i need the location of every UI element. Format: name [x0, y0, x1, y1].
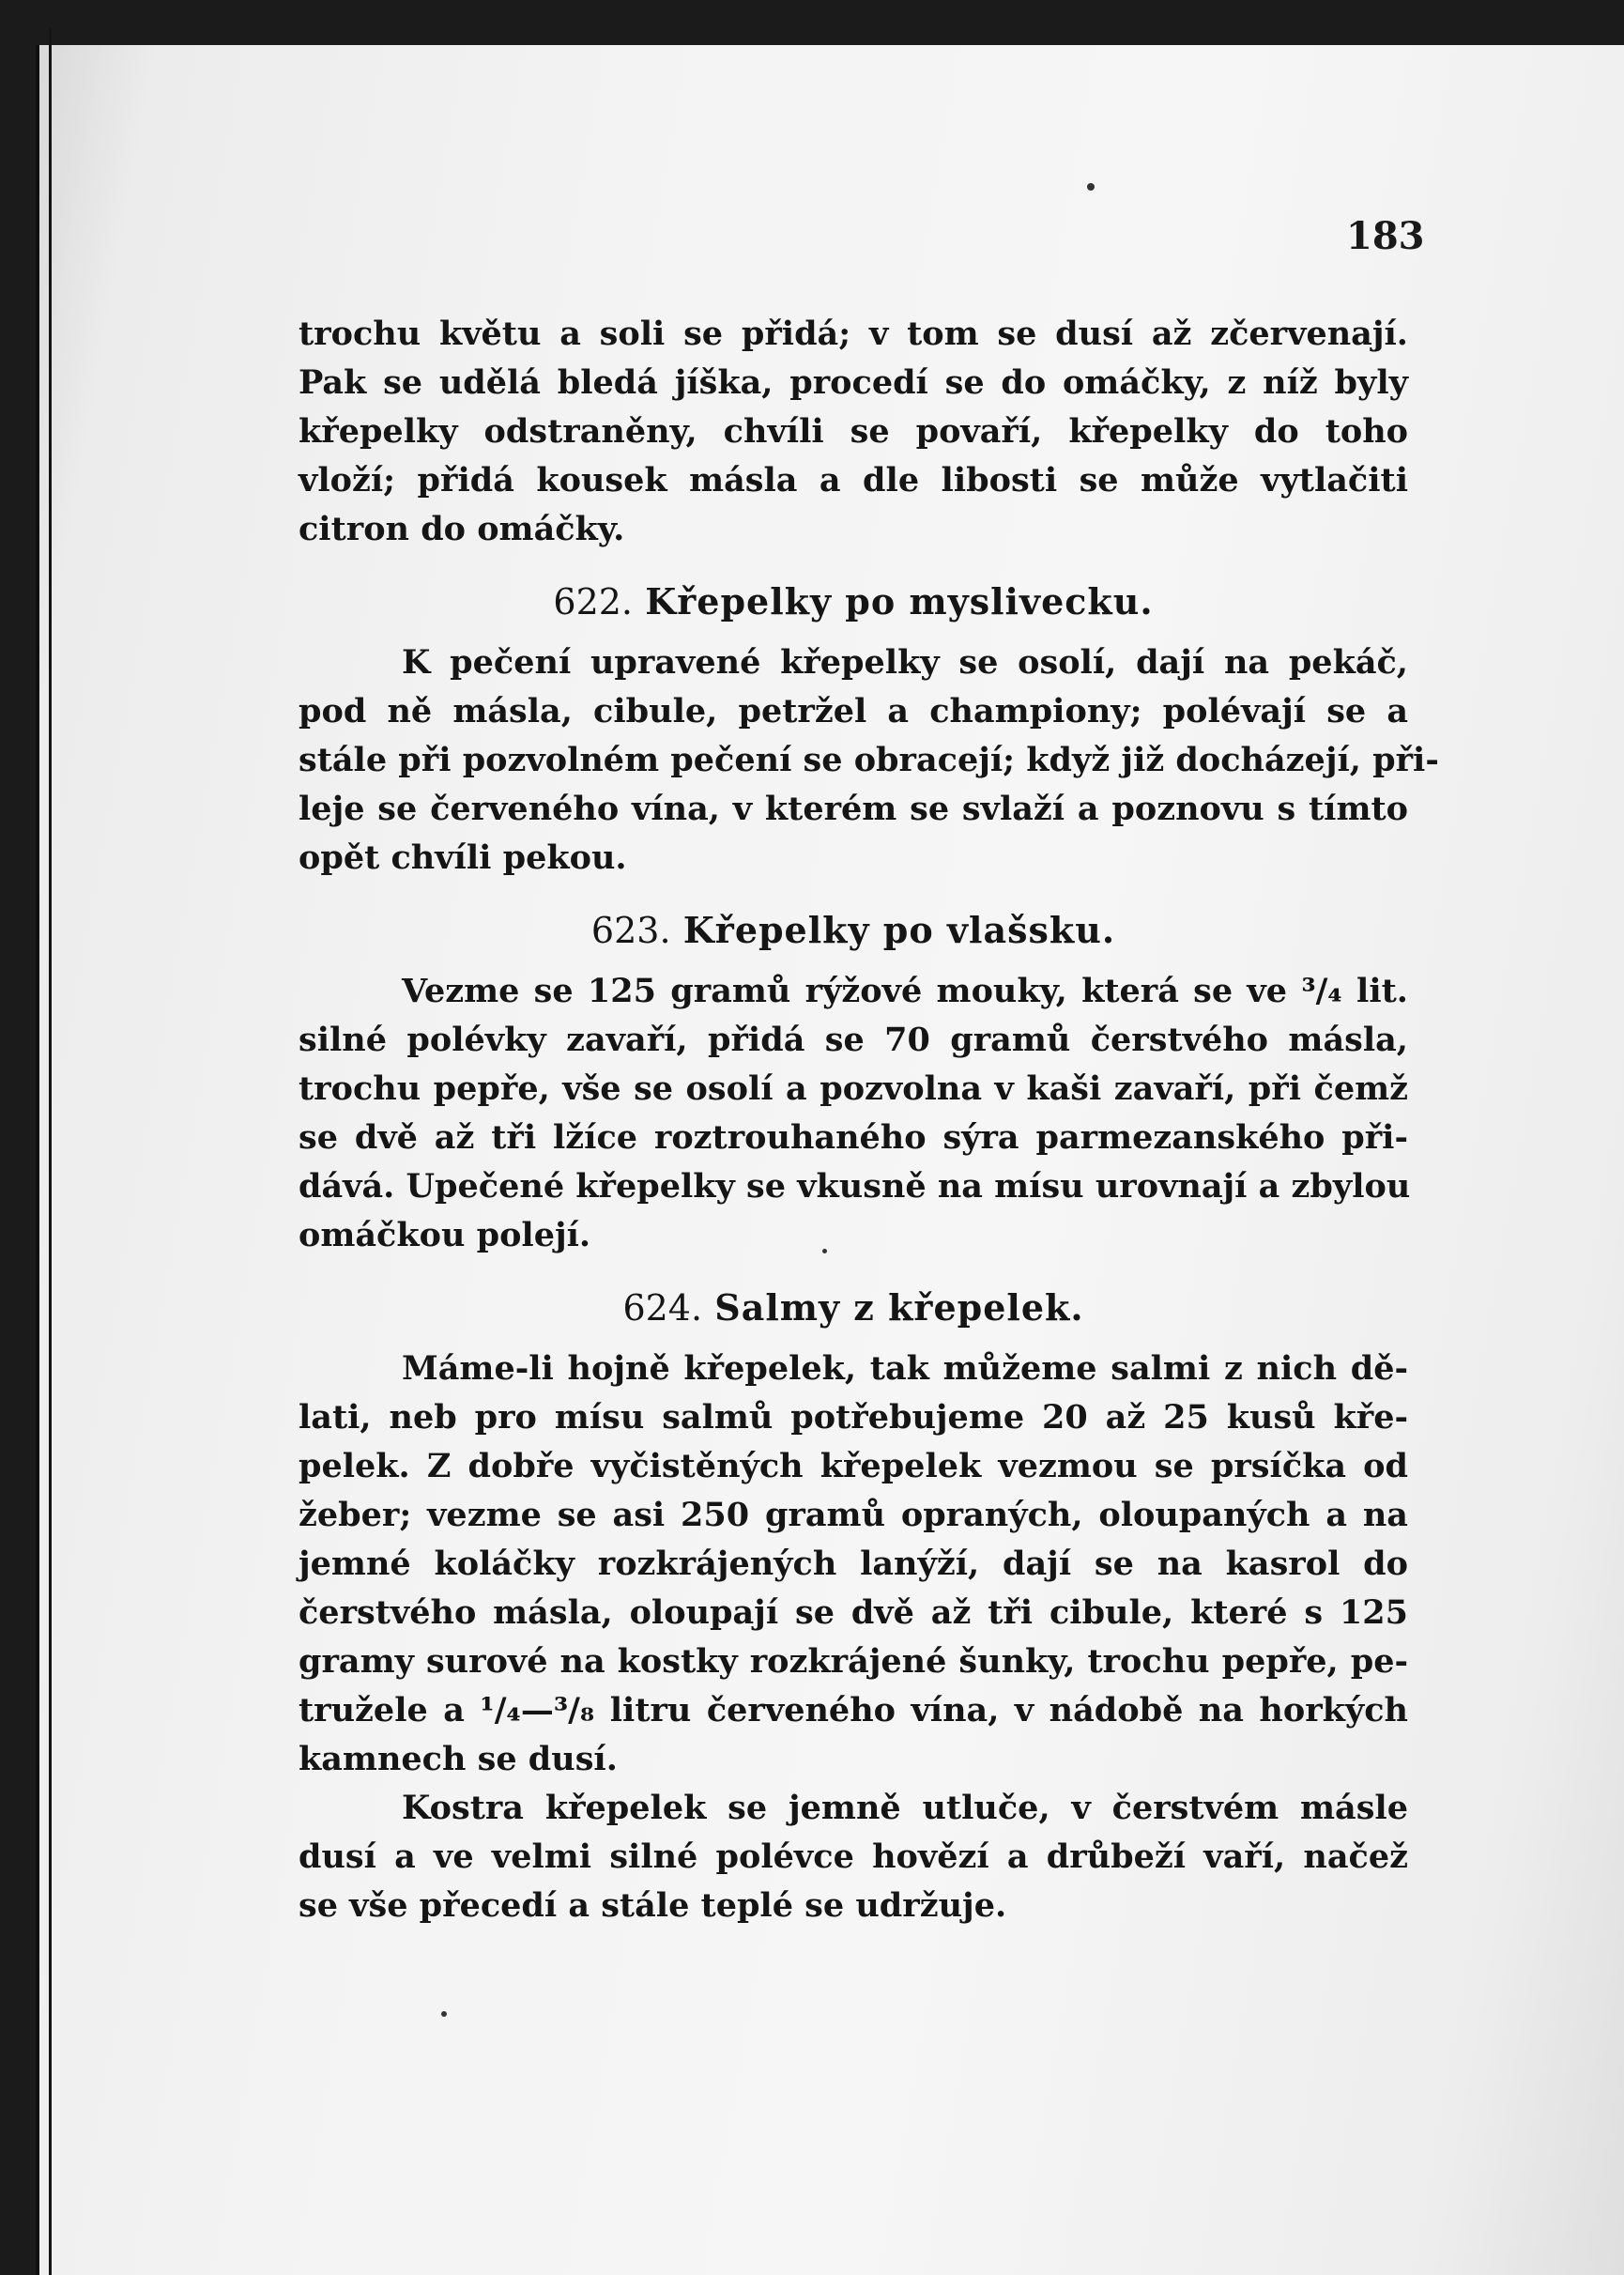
text-line: vloží; přidá kousek másla a dle libosti se může vytlačiti — [299, 461, 1408, 500]
recipe-heading-624 — [299, 1277, 1408, 1339]
text-line: Pak se udělá bledá jíška, procedí se do omáčky, z níž byly — [299, 363, 1408, 402]
print-speck — [441, 2011, 447, 2017]
recipe-title: Salmy z křepelek. — [714, 1286, 1084, 1329]
text-line: Máme-li hojně křepelek, tak můžeme salmi z nich dě- — [402, 1349, 1408, 1388]
continuation-paragraph — [299, 310, 1408, 554]
gutter-line — [49, 28, 52, 2275]
text-line: lati, neb pro mísu salmů potřebujeme 20 až 25 kusů kře- — [299, 1398, 1408, 1437]
text-line: omáčkou polejí. — [299, 1216, 591, 1254]
page-text — [299, 310, 1439, 1930]
print-speck — [1087, 183, 1095, 191]
text-line: kamnech se dusí. — [299, 1740, 618, 1778]
text-line: stále při pozvolném pečení se obracejí; když již docházejí, při- — [299, 741, 1439, 779]
text-line: citron do omáčky. — [299, 510, 625, 548]
text-line: tružele a ¹/₄—³/₈ litru červeného vína, v nádobě na horkých — [299, 1691, 1408, 1729]
text-line: se vše přecedí a stále teplé se udržuje. — [299, 1886, 1007, 1925]
recipe-body-624 — [299, 1345, 1408, 1930]
text-line: křepelky odstraněny, chvíli se povaří, křepelky do toho — [299, 412, 1408, 451]
text-line: trochu květu a soli se přidá; v tom se dusí až zčervenají. — [299, 315, 1408, 353]
text-line: jemné koláčky rozkrájených lanýží, dají se na kasrol do — [299, 1545, 1408, 1583]
text-line: dává. Upečené křepelky se vkusně na mísu urovnají a zbylou — [299, 1167, 1411, 1206]
text-line: pelek. Z dobře vyčistěných křepelek vezmou se prsíčka od — [299, 1447, 1408, 1485]
text-line: dusí a ve velmi silné polévce hovězí a drůbeží vaří, načež — [299, 1837, 1408, 1876]
text-line: žeber; vezme se asi 250 gramů opraných, oloupaných a na — [299, 1496, 1408, 1534]
text-line: opět chvíli pekou. — [299, 838, 627, 877]
text-line: silné polévky zavaří, přidá se 70 gramů čerstvého másla, — [299, 1021, 1408, 1059]
recipe-title: Křepelky po myslivecku. — [645, 580, 1154, 623]
page-number: 183 — [1346, 214, 1425, 258]
recipe-number: 622. — [553, 581, 634, 623]
recipe-body-622 — [299, 638, 1439, 883]
text-line: pod ně másla, cibule, petržel a championy; polévají se a — [299, 692, 1408, 730]
recipe-body-623 — [299, 967, 1411, 1260]
text-line: Vezme se 125 gramů rýžové mouky, která se ve ³/₄ lit. — [402, 972, 1408, 1010]
text-line: trochu pepře, vše se osolí a pozvolna v kaši zavaří, při čemž — [299, 1069, 1408, 1108]
text-line: gramy surové na kostky rozkrájené šunky, trochu pepře, pe- — [299, 1642, 1408, 1681]
text-line: Kostra křepelek se jemně utluče, v čerstvém másle — [402, 1789, 1408, 1827]
recipe-heading-623 — [299, 899, 1408, 961]
text-line: čerstvého másla, oloupají se dvě až tři cibule, které s 125 — [299, 1593, 1408, 1632]
text-line: leje se červeného vína, v kterém se svlaží a poznovu s tímto — [299, 790, 1408, 828]
text-line: K pečení upravené křepelky se osolí, dají na pekáč, — [402, 643, 1408, 682]
text-line: se dvě až tři lžíce roztrouhaného sýra parmezanského při- — [299, 1118, 1408, 1157]
recipe-heading-622 — [299, 571, 1408, 633]
recipe-title: Křepelky po vlašsku. — [682, 909, 1116, 951]
recipe-number: 624. — [622, 1287, 703, 1329]
recipe-number: 623. — [590, 910, 671, 951]
